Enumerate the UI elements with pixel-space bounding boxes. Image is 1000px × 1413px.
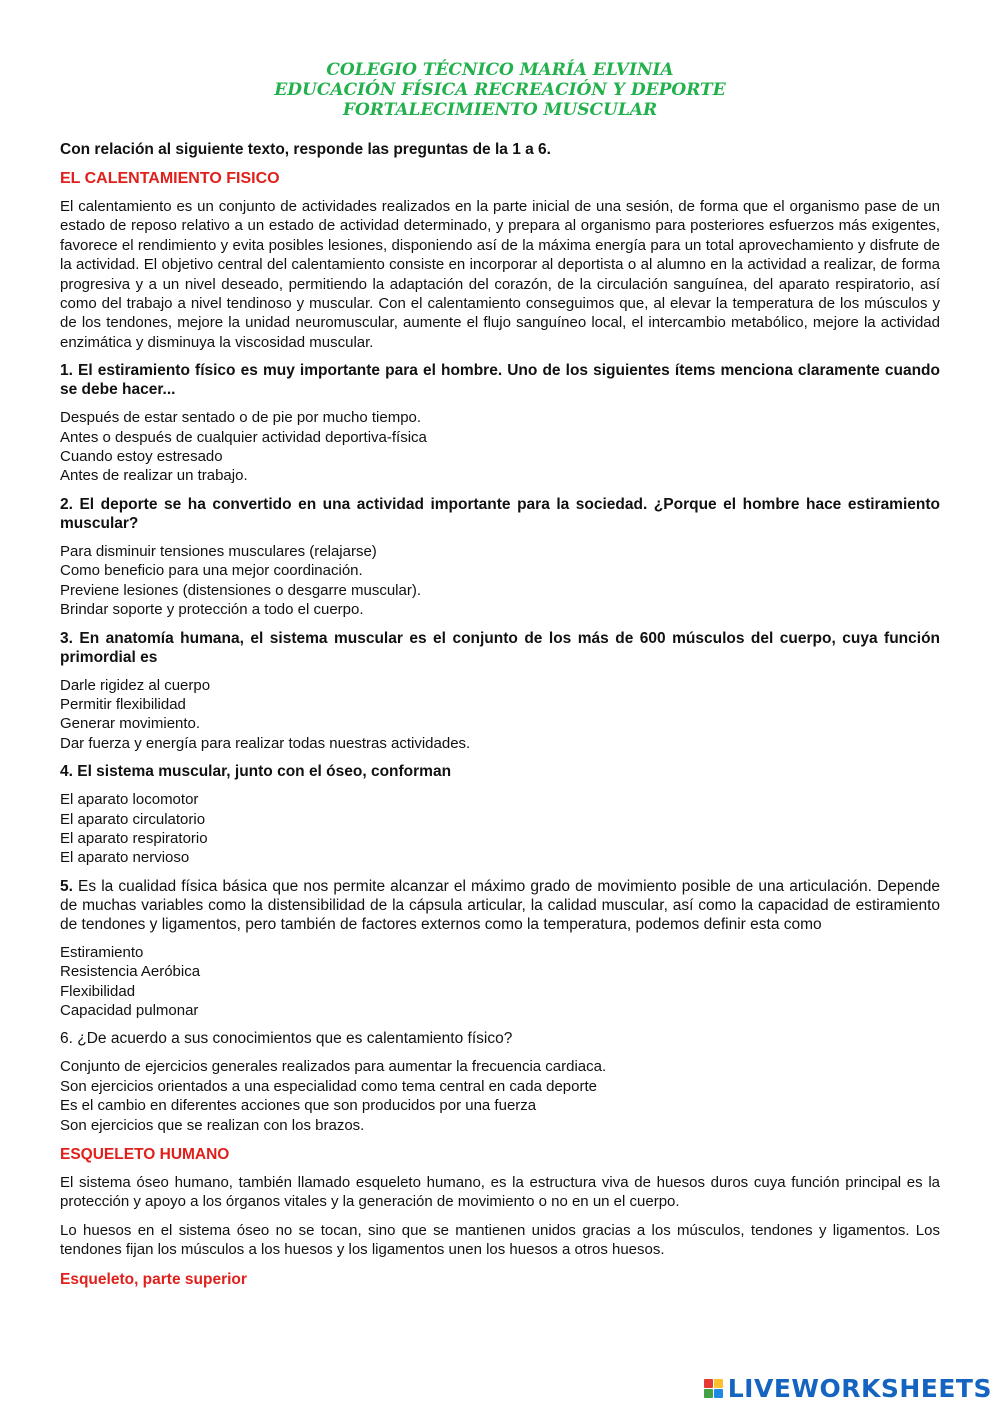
answer-option[interactable]: Brindar soporte y protección a todo el cuerpo. bbox=[60, 601, 364, 619]
answer-option[interactable]: Resistencia Aeróbica bbox=[60, 963, 201, 981]
options-question-5 bbox=[60, 943, 940, 1021]
question-5-number: 5. bbox=[60, 877, 73, 895]
answer-option[interactable]: Después de estar sentado o de pie por mucho tiempo. bbox=[60, 409, 422, 427]
liveworksheets-logo-icon bbox=[704, 1379, 723, 1398]
liveworksheets-watermark bbox=[704, 1373, 992, 1403]
answer-option[interactable]: Antes de realizar un trabajo. bbox=[60, 467, 248, 485]
question-2: 2. El deporte se ha convertido en una actividad importante para la sociedad. ¿Porque el hombre hace estiramiento muscular? bbox=[60, 495, 940, 532]
question-5-text: Es la cualidad física básica que nos permite alcanzar el máximo grado de movimiento posible de una articulación. Depende de muchas variables como la distensibilidad de la cápsula articular, la calidad muscular, así como la capacidad de estiramiento de tendones y ligamentos, pero también de factores externos como la temperatura, podemos definir esta como bbox=[60, 877, 940, 933]
options-question-4 bbox=[60, 790, 940, 868]
answer-option[interactable]: Son ejercicios que se realizan con los brazos. bbox=[60, 1116, 365, 1134]
answer-option[interactable]: Antes o después de cualquier actividad deportiva-física bbox=[60, 428, 427, 446]
answer-option[interactable]: El aparato locomotor bbox=[60, 791, 199, 809]
esqueleto-paragraph-2: Lo huesos en el sistema óseo no se tocan, sino que se mantienen unidos gracias a los músculos, tendones y ligamentos. Los tendones fijan los músculos a los huesos y los ligamentos unen los huesos a otros huesos. bbox=[60, 1221, 940, 1259]
subsection-title-esqueleto-superior: Esqueleto, parte superior bbox=[60, 1270, 247, 1288]
answer-option[interactable]: Son ejercicios orientados a una especialidad como tema central en cada deporte bbox=[60, 1077, 597, 1095]
answer-option[interactable]: Estiramiento bbox=[60, 943, 144, 961]
reading-passage: El calentamiento es un conjunto de actividades realizados en la parte inicial de una sesión, de forma que el organismo pase de un estado de reposo relativo a un estado de actividad determinado, y prepara al organismo para posteriores esfuerzos más exigentes, favorece el rendimiento y evita posibles lesiones, disponiendo así de la máxima energía para un total aprovechamiento y disfrute de la actividad. El objetivo central del calentamiento consiste en incorporar al deportista o al alumno en la actividad a realizar, de forma progresiva y a un nivel deseado, permitiendo la adaptación del corazón, de la circulación sanguínea, del aparato respiratorio, así como del trabajo a nivel tendinoso y muscular. Con el calentamiento conseguimos que, al elevar la temperatura de los músculos y de los tendones, mejore la unidad neuromuscular, aumente el flujo sanguíneo local, el intercambio metabólico, mejore la actividad enzimática y disminuya la viscosidad muscular. bbox=[60, 198, 940, 351]
answer-option[interactable]: Capacidad pulmonar bbox=[60, 1001, 199, 1019]
answer-option[interactable]: Darle rigidez al cuerpo bbox=[60, 676, 211, 694]
options-question-6 bbox=[60, 1057, 940, 1135]
answer-option[interactable]: Como beneficio para una mejor coordinación. bbox=[60, 562, 363, 580]
instructions: Con relación al siguiente texto, responde las preguntas de la 1 a 6. bbox=[60, 141, 551, 158]
answer-option[interactable]: Previene lesiones (distensiones o desgarre muscular). bbox=[60, 581, 422, 599]
question-1: 1. El estiramiento físico es muy importante para el hombre. Uno de los siguientes ítems menciona claramente cuando se debe hacer... bbox=[60, 362, 940, 399]
options-question-3 bbox=[60, 676, 940, 754]
question-4: 4. El sistema muscular, junto con el óseo, conforman bbox=[60, 763, 452, 781]
worksheet-page bbox=[60, 60, 940, 1289]
answer-option[interactable]: Generar movimiento. bbox=[60, 715, 201, 733]
answer-option[interactable]: Dar fuerza y energía para realizar todas nuestras actividades. bbox=[60, 734, 471, 752]
header-topic: FORTALECIMIENTO MUSCULAR bbox=[342, 100, 658, 120]
question-3: 3. En anatomía humana, el sistema muscular es el conjunto de los más de 600 músculos del cuerpo, cuya función primordial es bbox=[60, 629, 940, 666]
header-subject: EDUCACIÓN FÍSICA RECREACIÓN Y DEPORTE bbox=[274, 80, 726, 100]
question-5 bbox=[60, 877, 940, 934]
section-title-calentamiento: EL CALENTAMIENTO FISICO bbox=[60, 170, 280, 187]
answer-option[interactable]: Permitir flexibilidad bbox=[60, 695, 186, 713]
header-school-name: COLEGIO TÉCNICO MARÍA ELVINIA bbox=[326, 60, 674, 80]
answer-option[interactable]: Conjunto de ejercicios generales realizados para aumentar la frecuencia cardiaca. bbox=[60, 1058, 607, 1076]
section-title-esqueleto: ESQUELETO HUMANO bbox=[60, 1146, 230, 1163]
answer-option[interactable]: El aparato circulatorio bbox=[60, 810, 206, 828]
question-6: 6. ¿De acuerdo a sus conocimientos que es calentamiento físico? bbox=[60, 1030, 513, 1048]
answer-option[interactable]: Es el cambio en diferentes acciones que son producidos por una fuerza bbox=[60, 1097, 537, 1115]
answer-option[interactable]: Flexibilidad bbox=[60, 982, 136, 1000]
esqueleto-paragraph-1: El sistema óseo humano, también llamado esqueleto humano, es la estructura viva de huesos duros cuya función principal es la protección y apoyo a los órganos vitales y la generación de movimiento o no en un el cuerpo. bbox=[60, 1174, 940, 1211]
options-question-2 bbox=[60, 542, 940, 620]
answer-option[interactable]: Para disminuir tensiones musculares (relajarse) bbox=[60, 542, 377, 560]
answer-option[interactable]: El aparato nervioso bbox=[60, 849, 190, 867]
options-question-1 bbox=[60, 408, 940, 486]
answer-option[interactable]: El aparato respiratorio bbox=[60, 829, 208, 847]
school-header bbox=[60, 60, 940, 120]
answer-option[interactable]: Cuando estoy estresado bbox=[60, 448, 223, 466]
watermark-text: LIVEWORKSHEETS bbox=[727, 1373, 992, 1403]
